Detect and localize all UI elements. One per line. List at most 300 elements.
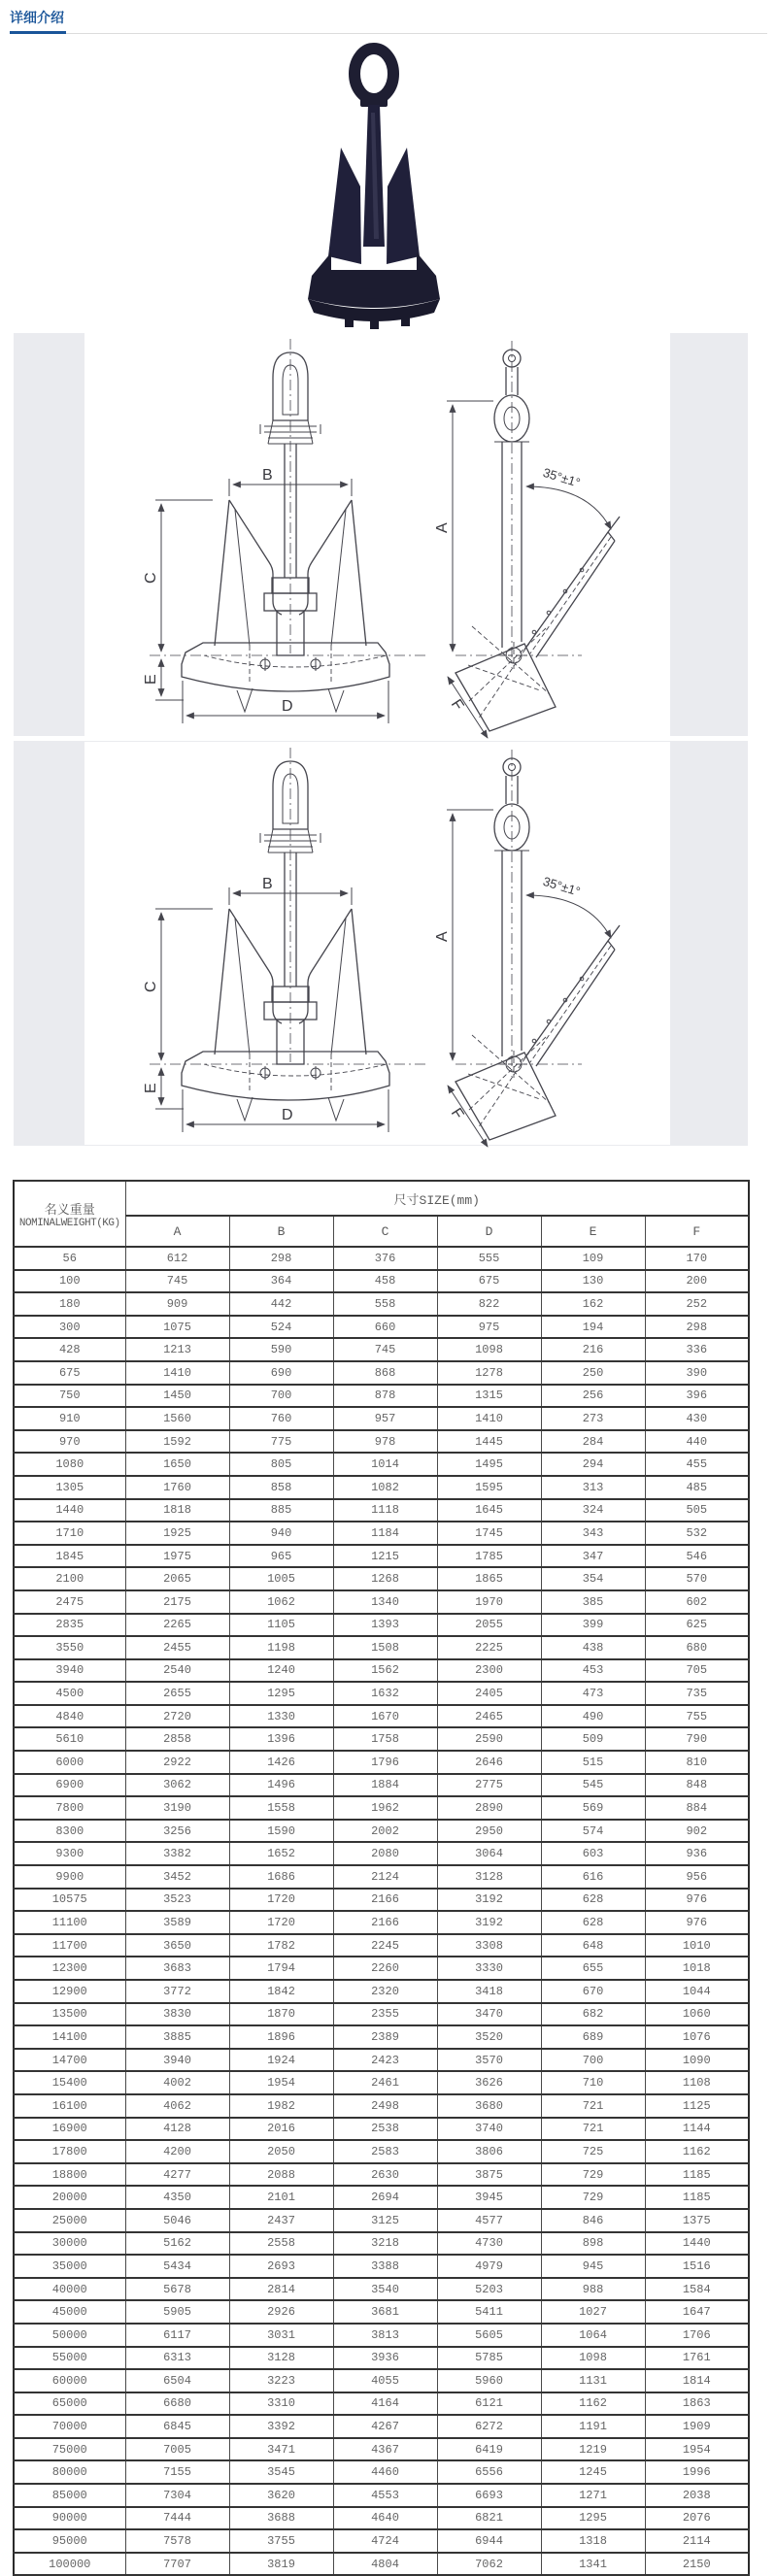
size-table xyxy=(13,1180,750,2576)
size-cell: 2950 xyxy=(437,1820,541,1843)
size-cell: 4277 xyxy=(125,2163,229,2187)
size-cell: 5960 xyxy=(437,2369,541,2392)
weight-cell: 9300 xyxy=(14,1842,125,1865)
size-cell: 2225 xyxy=(437,1636,541,1659)
size-cell: 5411 xyxy=(437,2300,541,2324)
size-cell: 3523 xyxy=(125,1889,229,1912)
weight-cell: 4500 xyxy=(14,1682,125,1705)
weight-cell: 12900 xyxy=(14,1980,125,2003)
size-cell: 3936 xyxy=(333,2347,437,2370)
table-row xyxy=(14,2025,749,2049)
size-cell: 1076 xyxy=(645,2025,749,2049)
size-cell: 3650 xyxy=(125,1934,229,1957)
size-cell: 1645 xyxy=(437,1499,541,1522)
col-header-b: B xyxy=(229,1216,333,1247)
size-cell: 109 xyxy=(541,1247,645,1270)
size-cell: 2265 xyxy=(125,1614,229,1637)
drawing-paper xyxy=(84,742,670,1145)
size-cell: 2890 xyxy=(437,1796,541,1820)
size-cell: 555 xyxy=(437,1247,541,1270)
size-cell: 1745 xyxy=(437,1522,541,1545)
size-table-body xyxy=(14,1247,749,2575)
size-cell: 655 xyxy=(541,1957,645,1980)
size-cell: 1215 xyxy=(333,1545,437,1568)
weight-cell: 10575 xyxy=(14,1889,125,1912)
weight-cell: 90000 xyxy=(14,2507,125,2530)
table-row xyxy=(14,2507,749,2530)
size-cell: 3128 xyxy=(229,2347,333,2370)
table-row xyxy=(14,2347,749,2370)
size-cell: 252 xyxy=(645,1292,749,1316)
weight-cell: 25000 xyxy=(14,2209,125,2232)
size-cell: 3256 xyxy=(125,1820,229,1843)
size-cell: 376 xyxy=(333,1247,437,1270)
table-row xyxy=(14,1636,749,1659)
weight-cell: 675 xyxy=(14,1361,125,1385)
size-cell: 3813 xyxy=(333,2324,437,2347)
size-cell: 5162 xyxy=(125,2232,229,2256)
size-cell: 3218 xyxy=(333,2232,437,2256)
weight-cell: 910 xyxy=(14,1407,125,1430)
weight-cell: 6000 xyxy=(14,1751,125,1774)
dim-label-d: D xyxy=(282,698,293,715)
size-cell: 1396 xyxy=(229,1727,333,1751)
weight-cell: 45000 xyxy=(14,2300,125,2324)
weight-cell: 14700 xyxy=(14,2049,125,2072)
size-cell: 1970 xyxy=(437,1590,541,1614)
size-cell: 2016 xyxy=(229,2118,333,2141)
dim-label-e: E xyxy=(143,674,159,685)
size-cell: 625 xyxy=(645,1614,749,1637)
size-cell: 6680 xyxy=(125,2392,229,2416)
size-cell: 1870 xyxy=(229,2003,333,2026)
weight-cell: 14100 xyxy=(14,2025,125,2049)
table-row xyxy=(14,1292,749,1316)
size-cell: 4200 xyxy=(125,2140,229,2163)
weight-cell: 6900 xyxy=(14,1774,125,1797)
table-row xyxy=(14,1316,749,1339)
size-cell: 1185 xyxy=(645,2186,749,2209)
weight-cell: 56 xyxy=(14,1247,125,1270)
size-cell: 2590 xyxy=(437,1727,541,1751)
size-cell: 2055 xyxy=(437,1614,541,1637)
size-cell: 1064 xyxy=(541,2324,645,2347)
size-cell: 3223 xyxy=(229,2369,333,2392)
size-cell: 216 xyxy=(541,1338,645,1361)
size-cell: 4128 xyxy=(125,2118,229,2141)
size-cell: 682 xyxy=(541,2003,645,2026)
table-row xyxy=(14,1545,749,1568)
size-cell: 1962 xyxy=(333,1796,437,1820)
weight-cell: 18800 xyxy=(14,2163,125,2187)
size-cell: 473 xyxy=(541,1682,645,1705)
size-cell: 2646 xyxy=(437,1751,541,1774)
size-cell: 3125 xyxy=(333,2209,437,2232)
size-cell: 790 xyxy=(645,1727,749,1751)
size-cell: 4164 xyxy=(333,2392,437,2416)
size-cell: 1647 xyxy=(645,2300,749,2324)
weight-cell: 55000 xyxy=(14,2347,125,2370)
table-row xyxy=(14,2484,749,2507)
size-cell: 4730 xyxy=(437,2232,541,2256)
size-cell: 848 xyxy=(645,1774,749,1797)
size-cell: 2694 xyxy=(333,2186,437,2209)
size-cell: 509 xyxy=(541,1727,645,1751)
size-cell: 1584 xyxy=(645,2278,749,2301)
size-cell: 558 xyxy=(333,1292,437,1316)
size-cell: 1720 xyxy=(229,1911,333,1934)
size-cell: 1098 xyxy=(541,2347,645,2370)
weight-cell: 16100 xyxy=(14,2094,125,2118)
table-row xyxy=(14,2415,749,2438)
size-cell: 3683 xyxy=(125,1957,229,1980)
size-cell: 1410 xyxy=(125,1361,229,1385)
size-cell: 336 xyxy=(645,1338,749,1361)
size-cell: 3031 xyxy=(229,2324,333,2347)
col-header-c: C xyxy=(333,1216,437,1247)
size-cell: 2166 xyxy=(333,1911,437,1934)
size-cell: 1863 xyxy=(645,2392,749,2416)
size-cell: 628 xyxy=(541,1911,645,1934)
size-cell: 3062 xyxy=(125,1774,229,1797)
weight-header-zh: 名义重量 xyxy=(44,1202,95,1218)
table-row xyxy=(14,2118,749,2141)
size-cell: 294 xyxy=(541,1453,645,1476)
size-cell: 4267 xyxy=(333,2415,437,2438)
size-cell: 1044 xyxy=(645,1980,749,2003)
weight-cell: 11700 xyxy=(14,1934,125,1957)
table-row xyxy=(14,1774,749,1797)
size-cell: 2922 xyxy=(125,1751,229,1774)
size-cell: 7707 xyxy=(125,2553,229,2576)
size-cell: 1445 xyxy=(437,1430,541,1454)
size-cell: 1393 xyxy=(333,1614,437,1637)
size-cell: 705 xyxy=(645,1659,749,1683)
size-cell: 1650 xyxy=(125,1453,229,1476)
size-cell: 545 xyxy=(541,1774,645,1797)
size-cell: 1814 xyxy=(645,2369,749,2392)
size-cell: 1219 xyxy=(541,2438,645,2461)
table-row xyxy=(14,2209,749,2232)
weight-cell: 1710 xyxy=(14,1522,125,1545)
size-cell: 689 xyxy=(541,2025,645,2049)
size-cell: 956 xyxy=(645,1865,749,1889)
size-cell: 524 xyxy=(229,1316,333,1339)
size-cell: 602 xyxy=(645,1590,749,1614)
size-cell: 1268 xyxy=(333,1567,437,1590)
weight-cell: 1305 xyxy=(14,1476,125,1499)
size-cell: 1758 xyxy=(333,1727,437,1751)
size-cell: 1760 xyxy=(125,1476,229,1499)
weight-cell: 13500 xyxy=(14,2003,125,2026)
size-cell: 1794 xyxy=(229,1957,333,1980)
table-row xyxy=(14,1889,749,1912)
size-cell: 442 xyxy=(229,1292,333,1316)
size-cell: 2538 xyxy=(333,2118,437,2141)
size-cell: 3540 xyxy=(333,2278,437,2301)
size-cell: 1560 xyxy=(125,1407,229,1430)
size-cell: 6504 xyxy=(125,2369,229,2392)
size-cell: 612 xyxy=(125,1247,229,1270)
size-cell: 2088 xyxy=(229,2163,333,2187)
size-cell: 2175 xyxy=(125,1590,229,1614)
size-cell: 1271 xyxy=(541,2484,645,2507)
size-cell: 690 xyxy=(229,1361,333,1385)
size-cell: 810 xyxy=(645,1751,749,1774)
table-row xyxy=(14,2324,749,2347)
size-cell: 1375 xyxy=(645,2209,749,2232)
table-row xyxy=(14,2071,749,2094)
size-cell: 438 xyxy=(541,1636,645,1659)
size-cell: 347 xyxy=(541,1545,645,1568)
size-cell: 4724 xyxy=(333,2529,437,2553)
size-cell: 878 xyxy=(333,1385,437,1408)
size-cell: 324 xyxy=(541,1499,645,1522)
size-cell: 6944 xyxy=(437,2529,541,2553)
size-cell: 2423 xyxy=(333,2049,437,2072)
table-row xyxy=(14,2438,749,2461)
size-cell: 2583 xyxy=(333,2140,437,2163)
table-row xyxy=(14,1247,749,1270)
size-cell: 2858 xyxy=(125,1727,229,1751)
size-cell: 846 xyxy=(541,2209,645,2232)
size-cell: 2630 xyxy=(333,2163,437,2187)
table-row xyxy=(14,1614,749,1637)
size-cell: 2050 xyxy=(229,2140,333,2163)
size-cell: 1925 xyxy=(125,1522,229,1545)
size-cell: 3190 xyxy=(125,1796,229,1820)
size-cell: 1318 xyxy=(541,2529,645,2553)
size-cell: 729 xyxy=(541,2186,645,2209)
size-cell: 546 xyxy=(645,1545,749,1568)
size-cell: 822 xyxy=(437,1292,541,1316)
weight-cell: 180 xyxy=(14,1292,125,1316)
weight-cell: 428 xyxy=(14,1338,125,1361)
size-cell: 1516 xyxy=(645,2255,749,2278)
size-cell: 354 xyxy=(541,1567,645,1590)
dim-label-c: C xyxy=(143,572,159,584)
tab-detail-intro[interactable]: 详细介绍 xyxy=(10,10,64,25)
size-cell: 1496 xyxy=(229,1774,333,1797)
size-cell: 3945 xyxy=(437,2186,541,2209)
table-row xyxy=(14,1796,749,1820)
table-row xyxy=(14,1453,749,1476)
size-cell: 729 xyxy=(541,2163,645,2187)
size-cell: 4460 xyxy=(333,2460,437,2484)
size-cell: 976 xyxy=(645,1889,749,1912)
size-cell: 1098 xyxy=(437,1338,541,1361)
size-cell: 515 xyxy=(541,1751,645,1774)
size-cell: 945 xyxy=(541,2255,645,2278)
dim-label-a: A xyxy=(434,522,451,533)
drawing-paper xyxy=(84,333,670,736)
weight-cell: 60000 xyxy=(14,2369,125,2392)
size-cell: 2558 xyxy=(229,2232,333,2256)
size-cell: 2455 xyxy=(125,1636,229,1659)
size-cell: 3470 xyxy=(437,2003,541,2026)
size-cell: 1410 xyxy=(437,1407,541,1430)
size-cell: 390 xyxy=(645,1361,749,1385)
size-cell: 1090 xyxy=(645,2049,749,2072)
size-cell: 1131 xyxy=(541,2369,645,2392)
size-cell: 1278 xyxy=(437,1361,541,1385)
size-cell: 1010 xyxy=(645,1934,749,1957)
weight-cell: 95000 xyxy=(14,2529,125,2553)
size-cell: 1315 xyxy=(437,1385,541,1408)
size-cell: 670 xyxy=(541,1980,645,2003)
table-row xyxy=(14,1865,749,1889)
size-cell: 660 xyxy=(333,1316,437,1339)
size-cell: 603 xyxy=(541,1842,645,1865)
anchor-photo xyxy=(285,45,463,330)
dim-label-b: B xyxy=(262,876,273,892)
size-cell: 1027 xyxy=(541,2300,645,2324)
size-cell: 884 xyxy=(645,1796,749,1820)
size-cell: 2389 xyxy=(333,2025,437,2049)
size-cell: 6313 xyxy=(125,2347,229,2370)
size-cell: 1185 xyxy=(645,2163,749,2187)
size-cell: 343 xyxy=(541,1522,645,1545)
size-cell: 936 xyxy=(645,1842,749,1865)
dim-label-angle: 35°±1° xyxy=(541,873,583,899)
weight-cell: 85000 xyxy=(14,2484,125,2507)
size-cell: 7304 xyxy=(125,2484,229,2507)
size-cell: 1191 xyxy=(541,2415,645,2438)
size-cell: 194 xyxy=(541,1316,645,1339)
size-cell: 680 xyxy=(645,1636,749,1659)
size-cell: 7155 xyxy=(125,2460,229,2484)
size-cell: 1508 xyxy=(333,1636,437,1659)
size-cell: 1954 xyxy=(645,2438,749,2461)
size-cell: 978 xyxy=(333,1430,437,1454)
size-cell: 2076 xyxy=(645,2507,749,2530)
size-cell: 505 xyxy=(645,1499,749,1522)
size-cell: 1105 xyxy=(229,1614,333,1637)
size-cell: 2437 xyxy=(229,2209,333,2232)
size-cell: 5678 xyxy=(125,2278,229,2301)
size-cell: 2260 xyxy=(333,1957,437,1980)
weight-cell: 35000 xyxy=(14,2255,125,2278)
size-cell: 3681 xyxy=(333,2300,437,2324)
size-cell: 3128 xyxy=(437,1865,541,1889)
size-cell: 1924 xyxy=(229,2049,333,2072)
size-cell: 2065 xyxy=(125,1567,229,1590)
size-cell: 2461 xyxy=(333,2071,437,2094)
size-cell: 3392 xyxy=(229,2415,333,2438)
size-cell: 5905 xyxy=(125,2300,229,2324)
size-cell: 988 xyxy=(541,2278,645,2301)
size-cell: 170 xyxy=(645,1247,749,1270)
size-cell: 590 xyxy=(229,1338,333,1361)
table-row xyxy=(14,1407,749,1430)
title-active-underline xyxy=(10,31,66,34)
table-row xyxy=(14,1590,749,1614)
size-cell: 1884 xyxy=(333,1774,437,1797)
size-cell: 1440 xyxy=(645,2232,749,2256)
size-cell: 1632 xyxy=(333,1682,437,1705)
size-cell: 5434 xyxy=(125,2255,229,2278)
size-cell: 3192 xyxy=(437,1911,541,1934)
size-cell: 909 xyxy=(125,1292,229,1316)
table-header-row-1 xyxy=(14,1181,749,1216)
size-cell: 256 xyxy=(541,1385,645,1408)
size-cell: 570 xyxy=(645,1567,749,1590)
size-cell: 675 xyxy=(437,1270,541,1293)
dim-label-f: F xyxy=(447,1105,467,1122)
size-cell: 3755 xyxy=(229,2529,333,2553)
weight-cell: 1080 xyxy=(14,1453,125,1476)
size-cell: 3680 xyxy=(437,2094,541,2118)
table-row xyxy=(14,1361,749,1385)
size-cell: 2002 xyxy=(333,1820,437,1843)
size-cell: 616 xyxy=(541,1865,645,1889)
size-cell: 6419 xyxy=(437,2438,541,2461)
table-row xyxy=(14,2140,749,2163)
size-cell: 1082 xyxy=(333,1476,437,1499)
size-cell: 2080 xyxy=(333,1842,437,1865)
size-cell: 1245 xyxy=(541,2460,645,2484)
table-row xyxy=(14,2460,749,2484)
size-cell: 2926 xyxy=(229,2300,333,2324)
size-cell: 755 xyxy=(645,1705,749,1728)
weight-cell: 3550 xyxy=(14,1636,125,1659)
size-cell: 3885 xyxy=(125,2025,229,2049)
size-cell: 7062 xyxy=(437,2553,541,2576)
weight-cell: 12300 xyxy=(14,1957,125,1980)
size-cell: 1330 xyxy=(229,1705,333,1728)
size-cell: 273 xyxy=(541,1407,645,1430)
weight-cell: 100 xyxy=(14,1270,125,1293)
col-header-a: A xyxy=(125,1216,229,1247)
size-cell: 3830 xyxy=(125,2003,229,2026)
size-cell: 648 xyxy=(541,1934,645,1957)
weight-cell: 70000 xyxy=(14,2415,125,2438)
size-cell: 532 xyxy=(645,1522,749,1545)
size-cell: 6693 xyxy=(437,2484,541,2507)
size-cell: 4979 xyxy=(437,2255,541,2278)
size-cell: 1014 xyxy=(333,1453,437,1476)
size-cell: 3740 xyxy=(437,2118,541,2141)
size-cell: 760 xyxy=(229,1407,333,1430)
table-row xyxy=(14,1338,749,1361)
table-row xyxy=(14,1476,749,1499)
size-cell: 735 xyxy=(645,1682,749,1705)
weight-cell: 40000 xyxy=(14,2278,125,2301)
weight-cell: 50000 xyxy=(14,2324,125,2347)
size-cell: 1450 xyxy=(125,1385,229,1408)
size-cell: 399 xyxy=(541,1614,645,1637)
size-cell: 455 xyxy=(645,1453,749,1476)
size-cell: 453 xyxy=(541,1659,645,1683)
table-row xyxy=(14,2163,749,2187)
size-cell: 700 xyxy=(229,1385,333,1408)
table-row xyxy=(14,1567,749,1590)
weight-cell: 75000 xyxy=(14,2438,125,2461)
size-cell: 1761 xyxy=(645,2347,749,2370)
size-cell: 1075 xyxy=(125,1316,229,1339)
size-cell: 1240 xyxy=(229,1659,333,1683)
size-cell: 3308 xyxy=(437,1934,541,1957)
size-cell: 313 xyxy=(541,1476,645,1499)
dim-label-e: E xyxy=(143,1083,159,1093)
size-cell: 5203 xyxy=(437,2278,541,2301)
weight-cell: 4840 xyxy=(14,1705,125,1728)
size-cell: 1184 xyxy=(333,1522,437,1545)
size-cell: 2720 xyxy=(125,1705,229,1728)
size-cell: 3520 xyxy=(437,2025,541,2049)
size-cell: 490 xyxy=(541,1705,645,1728)
size-cell: 430 xyxy=(645,1407,749,1430)
